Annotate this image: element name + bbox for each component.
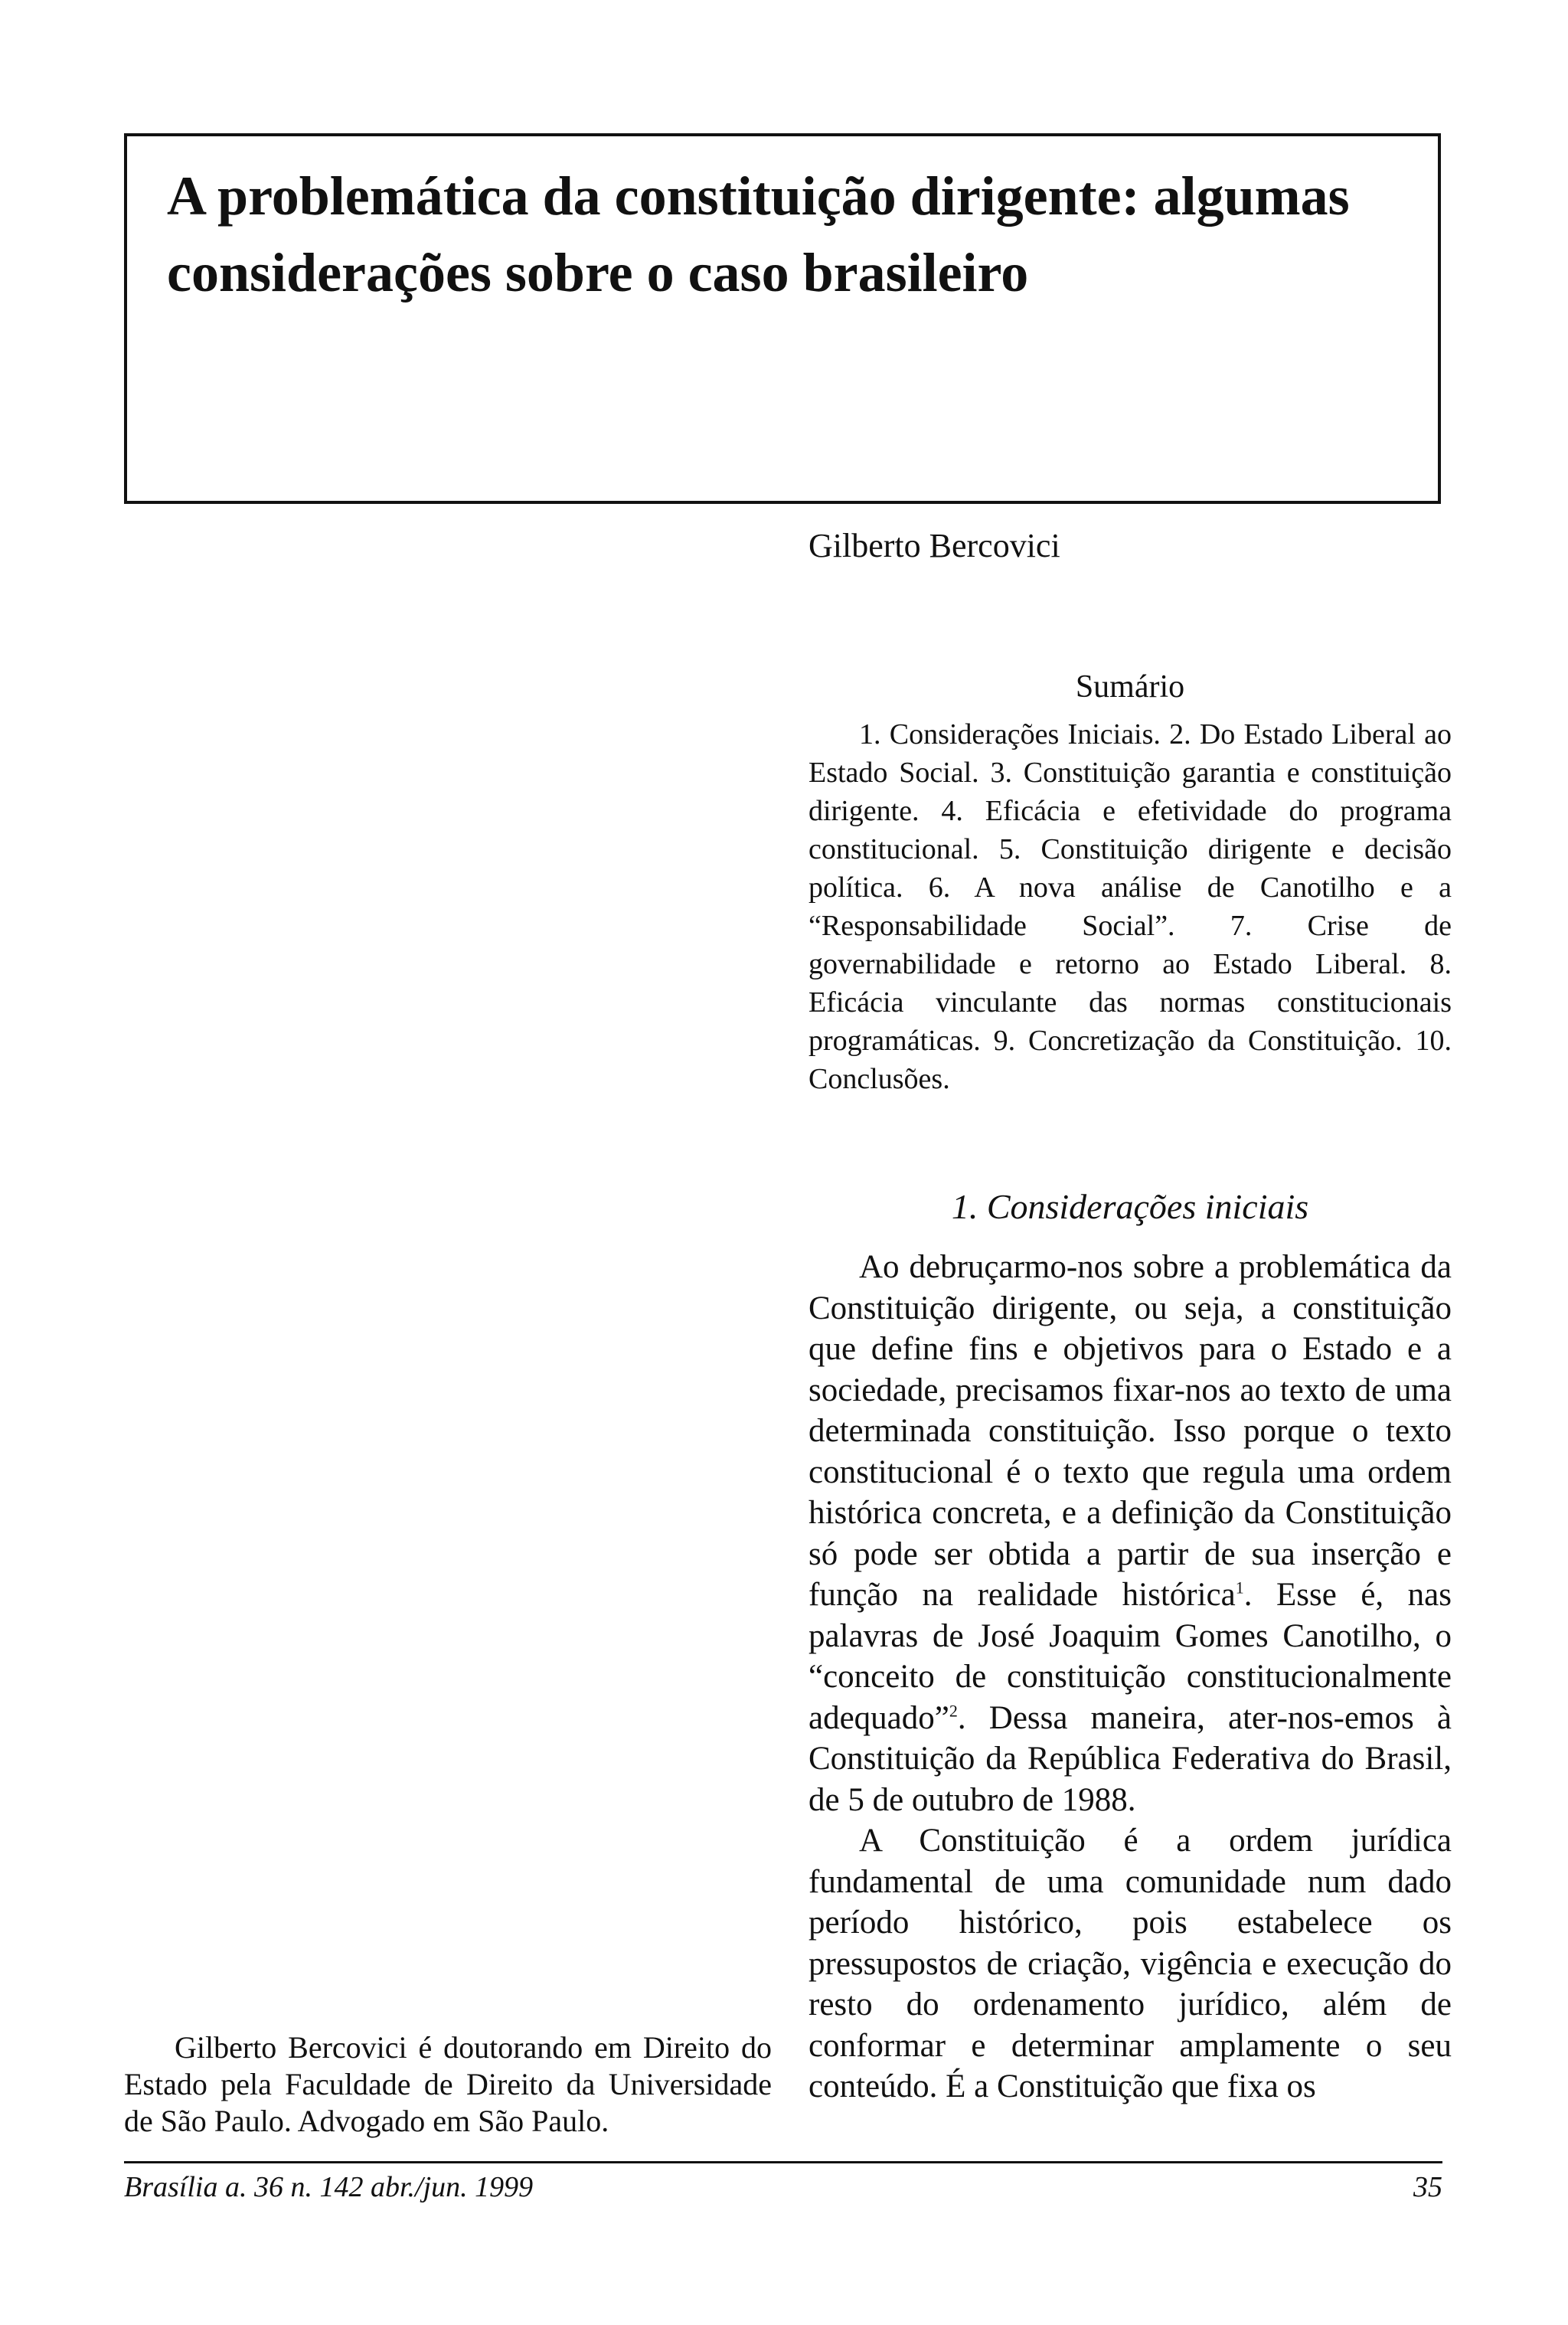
paragraph-text: . Esse é, nas palavras de José Joaquim Gomes Canotilho, o “conceito de constituição constitucionalmente adequado” (808, 1577, 1452, 1736)
title-box (124, 133, 1441, 504)
summary-heading: Sumário (1075, 669, 1185, 705)
summary-text: 1. Considerações Iniciais. 2. Do Estado Liberal ao Estado Social. 3. Constituição garantia e constituição dirigente. 4. Eficácia e efetividade do programa constitucional. 5. Constituição dirigente e decisão política. 6. A nova análise de Canotilho e a “Responsabilidade Social”. 7. Crise de governabilidade e retorno ao Estado Liberal. 8. Eficácia vinculante das normas constitucionais programáticas. 9. Concretização da Constituição. 10. Conclusões. (808, 718, 1452, 1095)
footnote-ref[interactable]: 2 (949, 1701, 958, 1721)
article-author: Gilberto Bercovici (808, 527, 1060, 564)
paragraph-text: . Dessa maneira, ater-nos-emos à Constituição da República Federativa do Brasil, de 5 de outubro de 1988. (808, 1699, 1452, 1818)
footer-divider (124, 2161, 1442, 2163)
body-text (808, 1247, 1452, 2108)
article-title: A problemática da constituição dirigente: algumas considerações sobre o caso brasileiro (167, 165, 1350, 303)
author-note: Gilberto Bercovici é doutorando em Direito do Estado pela Faculdade de Direito da Universidade de São Paulo. Advogado em São Paulo. (124, 2030, 772, 2138)
body-paragraph (808, 1247, 1452, 1820)
footer-citation: Brasília a. 36 n. 142 abr./jun. 1999 (124, 2171, 534, 2203)
page-number: 35 (1413, 2171, 1442, 2203)
paragraph-text: Ao debruçarmo-nos sobre a problemática da Constituição dirigente, ou seja, a constituição que define fins e objetivos para o Estado e a sociedade, precisamos fixar-nos ao texto de uma determinada constituição. Isso porque o texto constitucional é o texto que regula uma ordem histórica concreta, e a definição da Constituição só pode ser obtida a partir de sua inserção e função na realidade histórica (808, 1249, 1452, 1613)
body-paragraph: A Constituição é a ordem jurídica fundamental de uma comunidade num dado período histórico, pois estabelece os pressupostos de criação, vigência e execução do resto do ordenamento jurídico, além de conformar e determinar amplamente o seu conteúdo. É a Constituição que fixa os (808, 1823, 1452, 2104)
footnote-ref[interactable]: 1 (1235, 1578, 1244, 1597)
section-heading: 1. Considerações iniciais (951, 1187, 1309, 1226)
